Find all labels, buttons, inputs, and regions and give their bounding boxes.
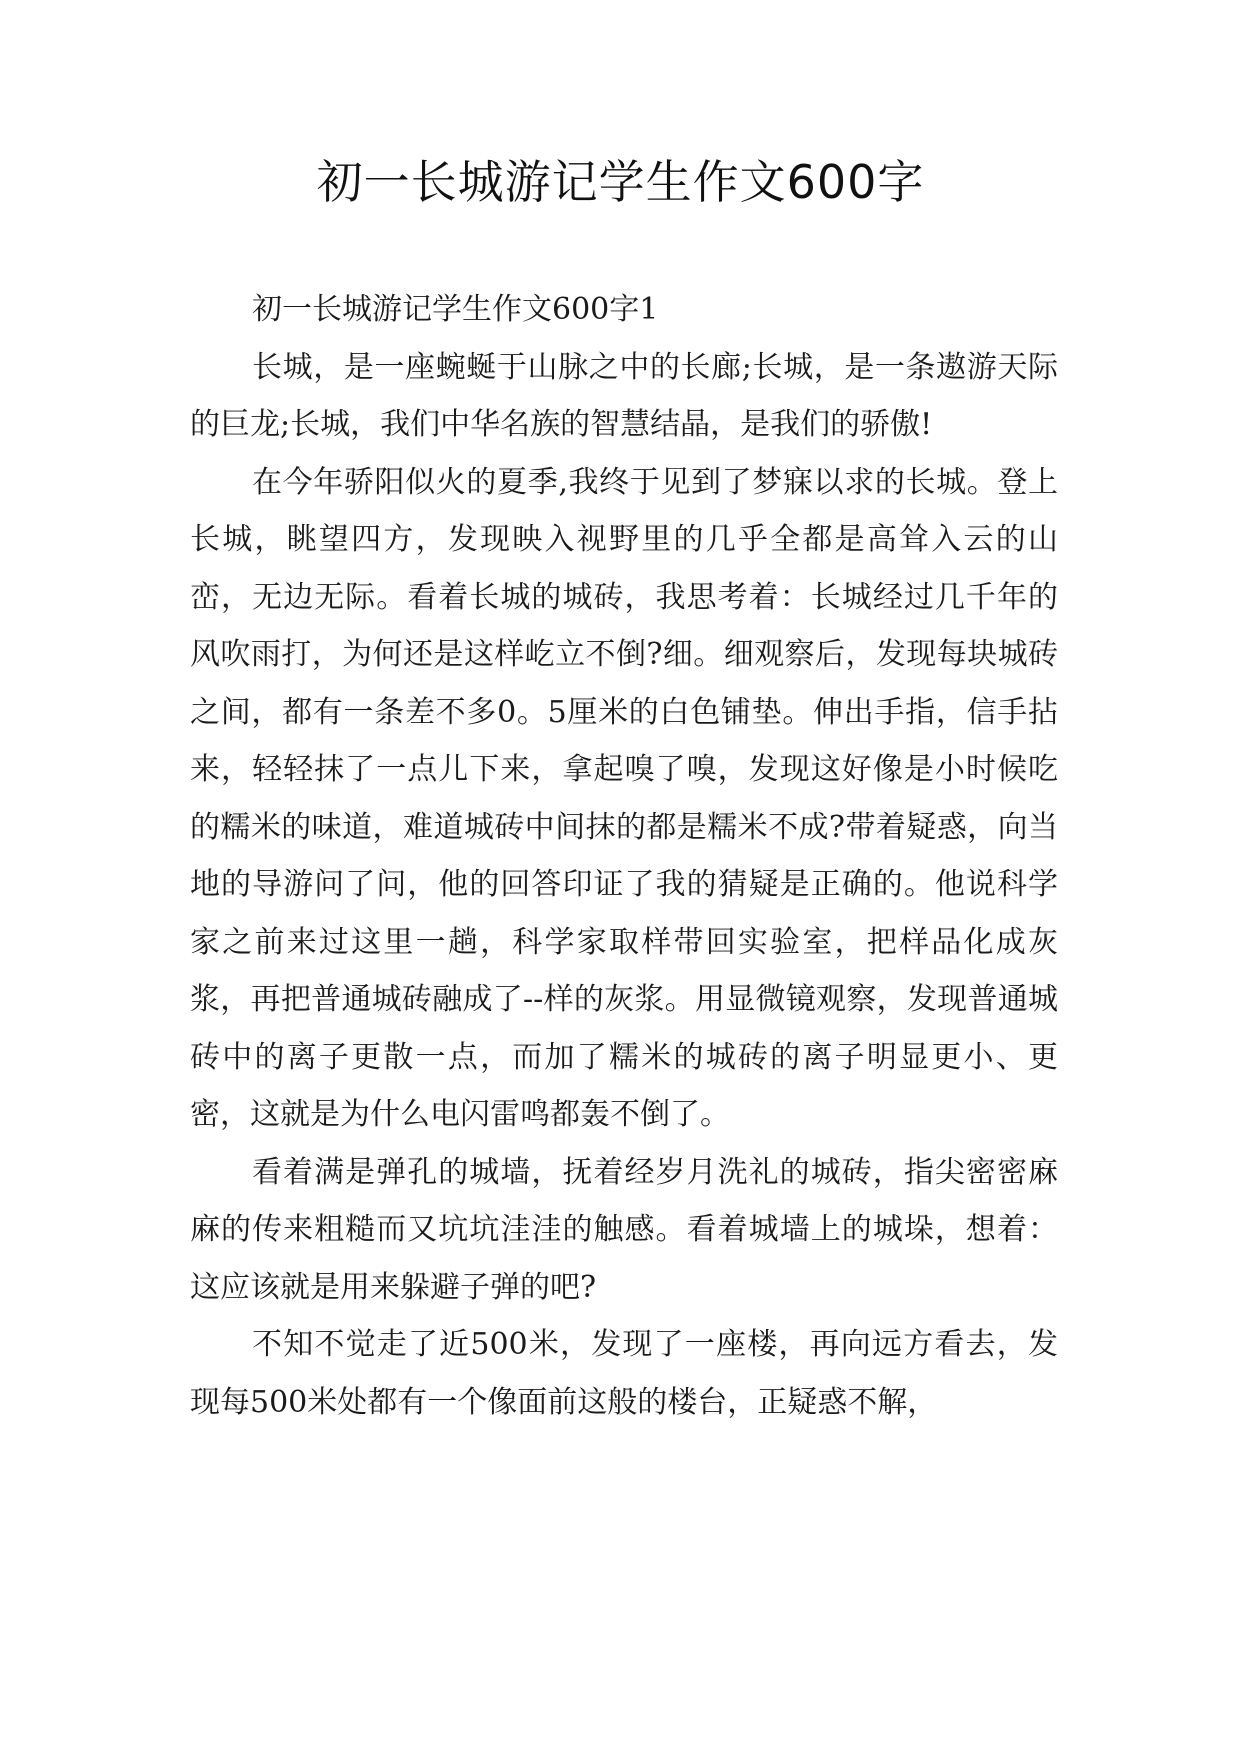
paragraph-summer-visit: 在今年骄阳似火的夏季,我终于见到了梦寐以求的长城。登上长城，眺望四方，发现映入视野里的几乎全都是高耸入云的山峦，无边无际。看着长城的城砖，我思考着：长城经过几千年的风吹雨打，为何还是这样屹立不倒?细。细观察后，发现每块城砖之间，都有一条差不多0。5厘米的白色铺垫。伸出手指，信手拈来，轻轻抹了一点儿下来，拿起嗅了嗅，发现这好像是小时候吃的糯米的味道，难道城砖中间抹的都是糯米不成?带着疑惑，向当地的导游问了问，他的回答印证了我的猜疑是正确的。他说科学家之前来过这里一趟，科学家取样带回实验室，把样品化成灰浆，再把普通城砖融成了--样的灰浆。用显微镜观察，发现普通城砖中的离子更散一点，而加了糯米的城砖的离子明显更小、更密，这就是为什么电闪雷鸣都轰不倒了。 [190,464,1058,1132]
paragraph-section-heading: 初一长城游记学生作文600字1 [252,292,659,327]
paragraph-intro: 长城，是一座蜿蜒于山脉之中的长廊;长城，是一条遨游天际的巨龙;长城，我们中华名族的智慧结晶，是我们的骄傲! [190,349,1058,442]
paragraph-bullet-holes: 看着满是弹孔的城墙，抚着经岁月洗礼的城砖，指尖密密麻麻的传来粗糙而又坑坑洼洼的触感。看着城墙上的城垛，想着：这应该就是用来躲避子弹的吧? [190,1154,1058,1305]
document-body [190,281,1058,1431]
paragraph-watchtowers: 不知不觉走了近500米，发现了一座楼，再向远方看去，发现每500米处都有一个像面前这般的楼台，正疑惑不解， [190,1327,1058,1420]
document-title: 初一长城游记学生作文600字 [316,155,925,209]
